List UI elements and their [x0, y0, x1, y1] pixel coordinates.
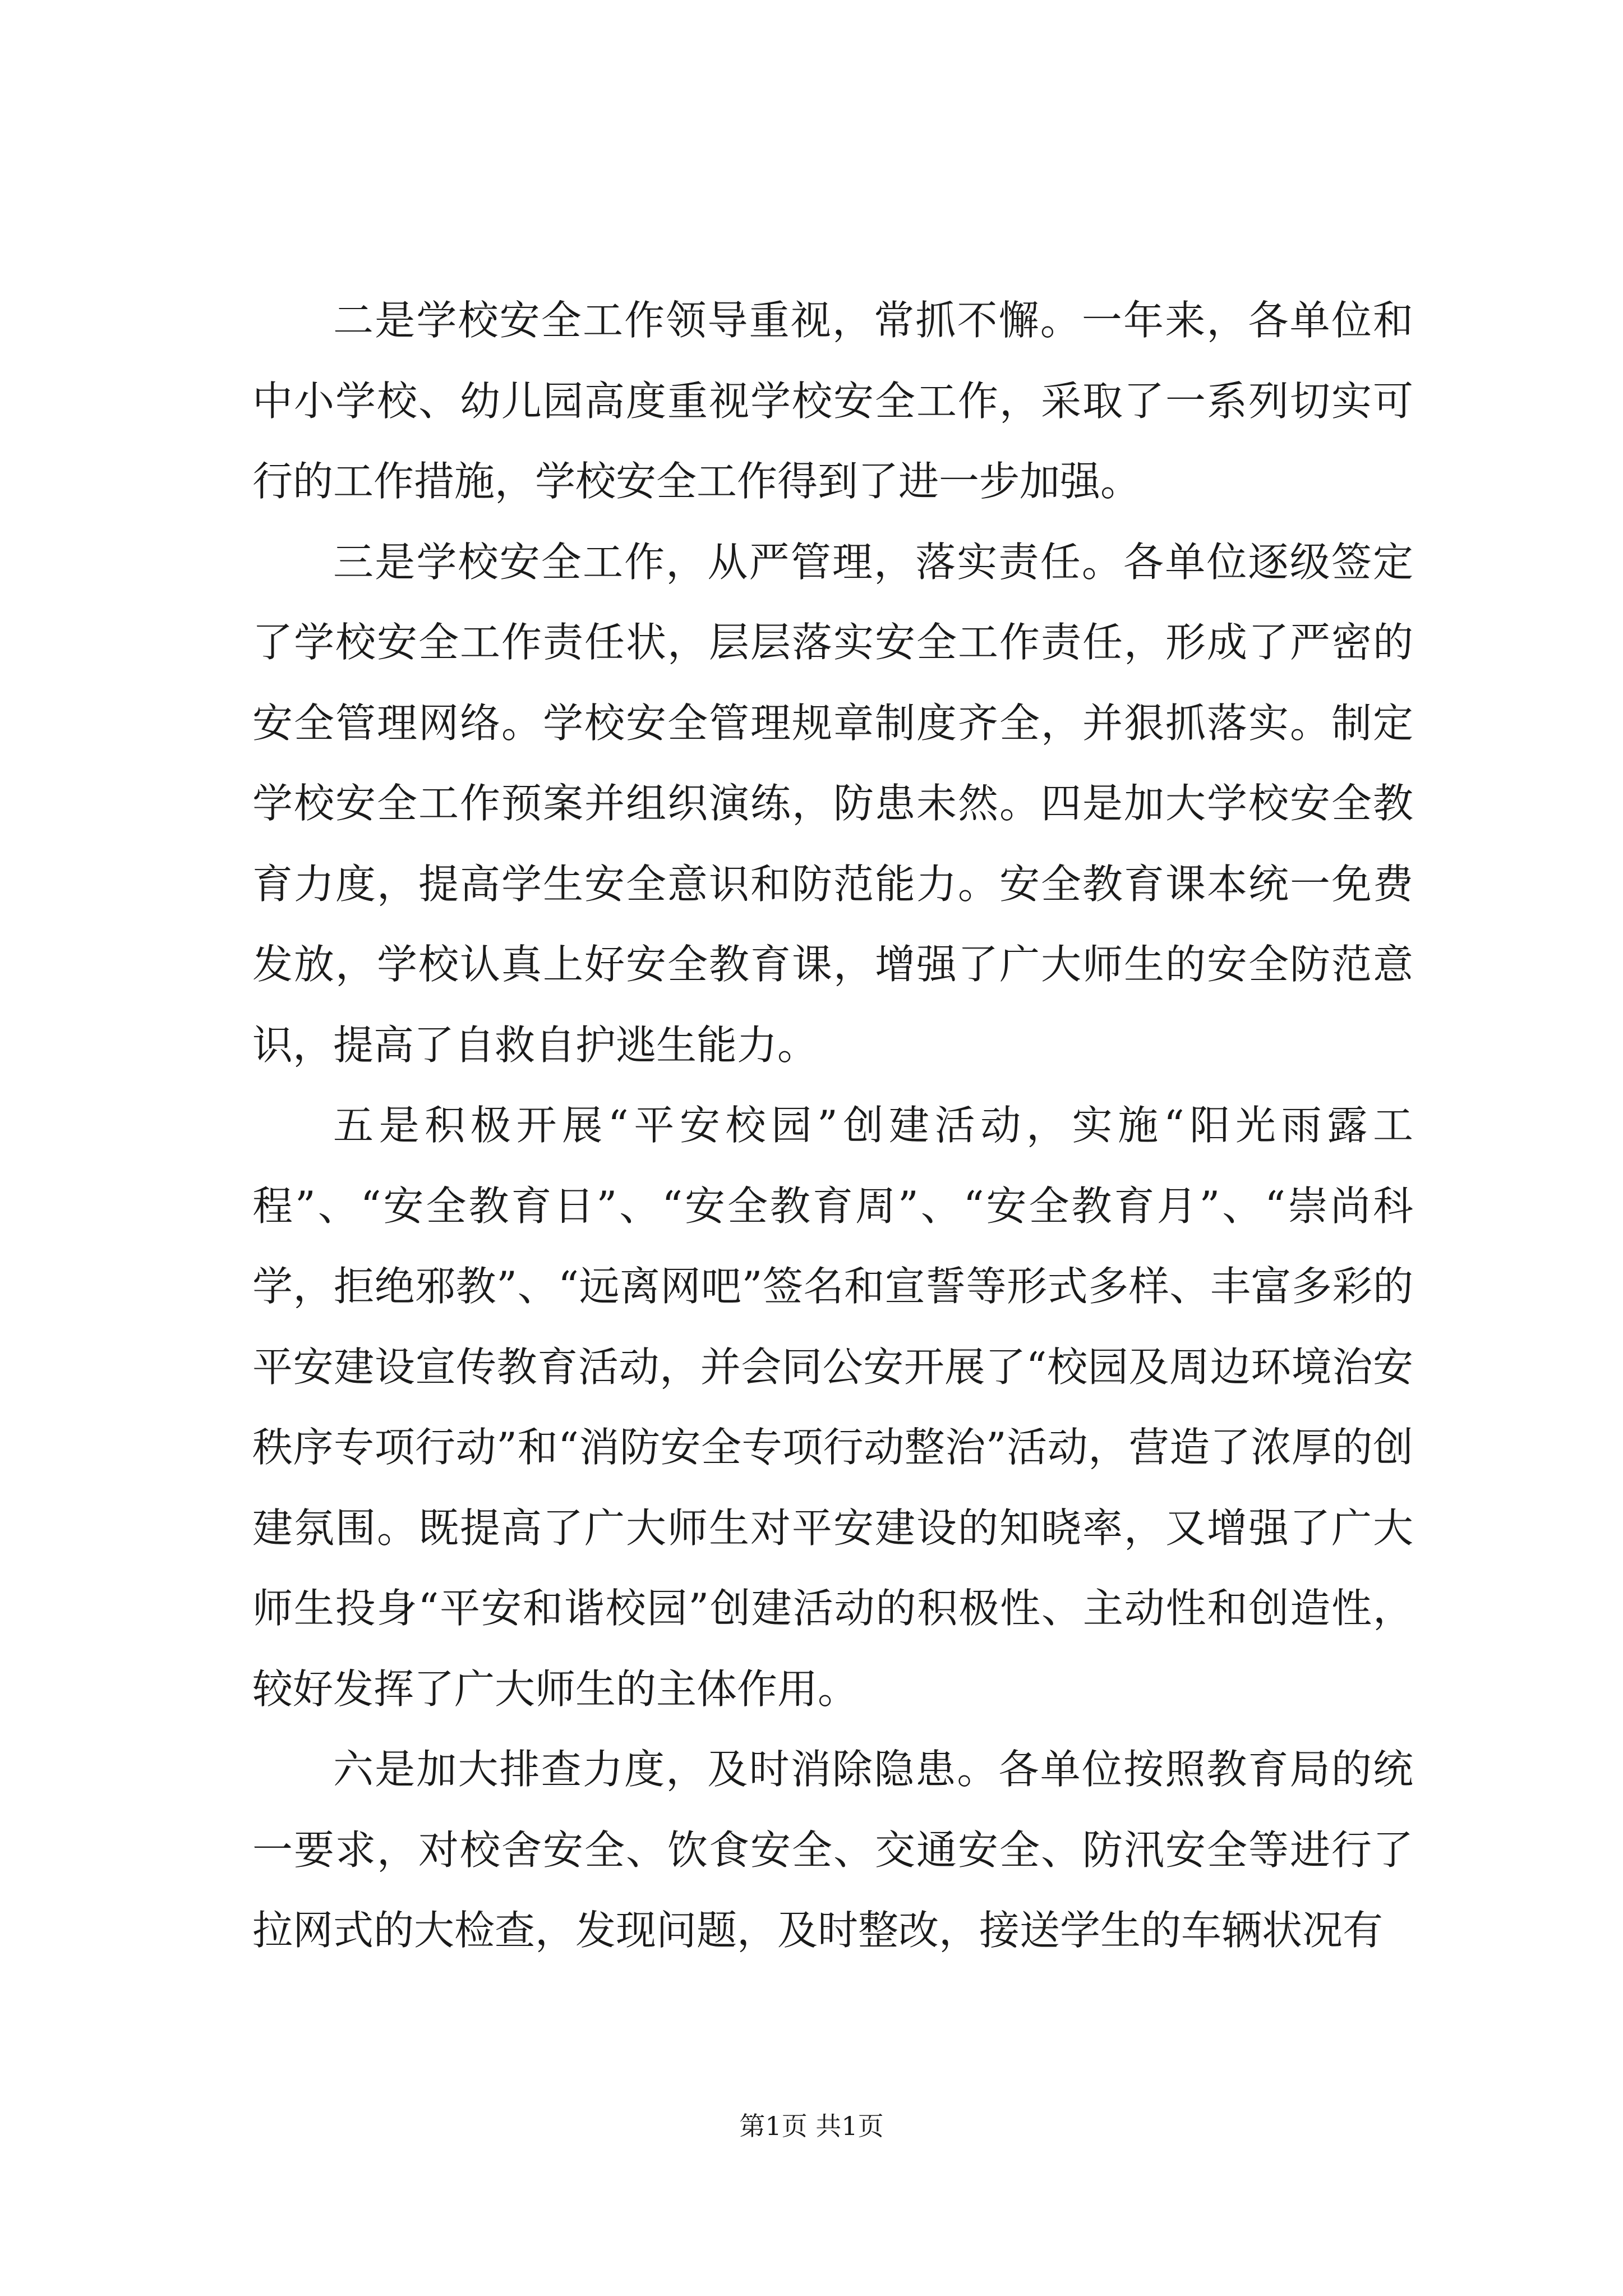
paragraph-3: 五是积极开展“平安校园”创建活动，实施“阳光雨露工程”、“安全教育日”、“安全教育周”、“安全教育月”、“崇尚科学，拒绝邪教”、“远离网吧”签名和宣誓等形式多样、丰富多彩的平安建设宣传教育活动，并会同公安开展了“校园及周边环境治安秩序专项行动”和“消防安全专项行动整治”活动，营造了浓厚的创建氛围。既提高了广大师生对平安建设的知晓率，又增强了广大师生投身“平安和谐校园”创建活动的积极性、主动性和创造性，较好发挥了广大师生的主体作用。 [252, 1102, 1413, 1713]
paragraph-1: 二是学校安全工作领导重视，常抓不懈。一年来，各单位和中小学校、幼儿园高度重视学校安全工作，采取了一系列切实可行的工作措施，学校安全工作得到了进一步加强。 [252, 297, 1413, 505]
document-body [252, 280, 1413, 1971]
paragraph-4: 六是加大排查力度，及时消除隐患。各单位按照教育局的统一要求，对校舍安全、饮食安全、交通安全、防汛安全等进行了拉网式的大检查，发现问题，及时整改，接送学生的车辆状况有 [252, 1746, 1413, 1954]
page-footer: 第1页 共1页 [739, 2111, 884, 2141]
paragraph-2: 三是学校安全工作，从严管理，落实责任。各单位逐级签定了学校安全工作责任状，层层落实安全工作责任，形成了严密的安全管理网络。学校安全管理规章制度齐全，并狠抓落实。制定学校安全工作预案并组织演练，防患未然。四是加大学校安全教育力度，提高学生安全意识和防范能力。安全教育课本统一免费发放，学校认真上好安全教育课，增强了广大师生的安全防范意识，提高了自救自护逃生能力。 [252, 538, 1413, 1069]
